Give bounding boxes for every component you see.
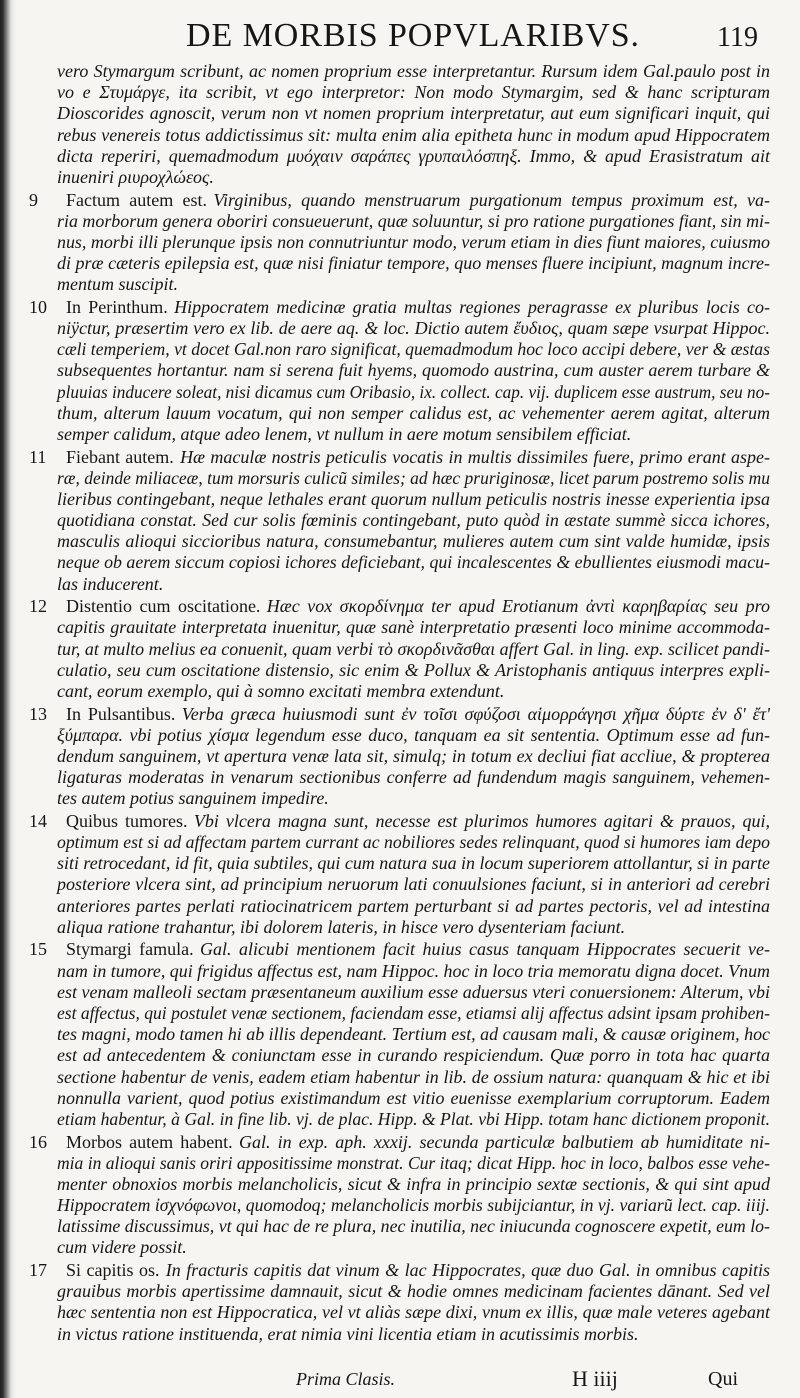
note-text: Virginibus, quando menstruarum purgationum tempus proximum est, va- [213, 189, 770, 210]
note-17 [29, 1260, 770, 1345]
note-11 [29, 446, 770, 595]
text-line: ræ, deinde miliaceæ, tum morsuris culicũ similes; ad hæc pruriginosæ, licet parum postremo solis mu [57, 467, 770, 488]
note-text: Gal. in exp. aph. xxxij. secunda particulæ balbutiem ab humiditate ni- [238, 1131, 770, 1152]
text-line [66, 190, 770, 211]
text-line [66, 1260, 770, 1281]
text-line: semper calidum, atque adeo lenem, vt nullum in aere motum sensibilem efficiat. [57, 423, 632, 444]
note-text: Vbi vlcera magna sunt, necesse est plurimos humores agitari & prauos, qui, [193, 810, 770, 831]
text-line [66, 704, 770, 725]
note-number: 10 [29, 296, 47, 317]
text-line: thum, alterum lauum vocatum, qui non semper calidus est, ac vehementer aerem agitat, alterum [57, 402, 770, 423]
text-line: aliqua ratione trahantur, ibi dolorem lateris, in hisce vero dysenteriam faciunt. [57, 916, 626, 937]
text-line: di præ cæteris epilepsia est, quæ nisi finiatur tempore, quo menses fluere incipiunt, magnum incre- [57, 253, 770, 274]
note-number: 12 [29, 596, 47, 617]
catchword: Qui [708, 1368, 738, 1390]
note-number: 9 [29, 189, 38, 210]
text-line: grauibus morbis apertissime damnauit, sicut & hodie omnes medicinam facientes dānant. Sed vel [57, 1281, 770, 1302]
text-line [66, 447, 770, 468]
text-line [66, 297, 770, 318]
text-line: cum videre possit. [57, 1237, 187, 1258]
text-line: siti retrocedant, id fit, quia subtiles, qui cum natura sua in locum superiorem attollantur, si in parte [57, 853, 770, 874]
text-line: mia in alioqui sanis oriri appositissime monstrat. Cur itaq; dicat Hipp. hoc in loco, balbos esse vehe- [57, 1152, 770, 1173]
text-line: vero Stymargum scribunt, ac nomen proprium esse interpretantur. Rursum idem Gal.paulo post in [57, 61, 770, 81]
note-lead: Quibus tumores. [66, 810, 188, 831]
note-number: 15 [29, 939, 47, 960]
text-line: tes magni, modo tamen hi ab illis dependeant. Tertium est, ad causam mali, & causæ originem, hoc [57, 1024, 770, 1045]
text-line: dicta reperiri, quemadmodum μυόχαιν σαράπες γρυπαιλόσπηξ. Immo, & apud Erasistratum ait [57, 145, 770, 166]
page-number: 119 [717, 22, 758, 53]
text-line: cæli temperiem, vt docet Gal.non raro significat, quemadmodum hoc loco accipi debere, ver & æstas [57, 339, 770, 360]
signature-line: Prima Clasis. [296, 1369, 396, 1389]
note-12 [29, 596, 770, 702]
note-9 [29, 189, 770, 296]
text-line: ria morborum genera oboriri consueuerunt, quæ soluuntur, si pro ratione purgationes fiant, sin mi- [57, 210, 770, 231]
text-line: inueniri ριυροχλώεος. [57, 166, 214, 187]
text-line: ξύμπαρα. vbi potius χίσμα legendum esse duco, tanquam ea sit sententia. Optimum esse ad fun- [57, 724, 770, 745]
text-line: masculis alioqui siccioribus natura, consumebantur, mulieres autem cum sint valde humidæ, ipsis [57, 531, 770, 552]
note-lead: In Pulsantibus. [66, 703, 176, 724]
text-line: optimum est si ad affectam partem currant ac nobiliores sedes relinquant, quod si humores iam depo [57, 832, 770, 853]
note-number: 11 [29, 446, 47, 467]
text-line: ligaturas moderatas in venarum sectionibus conferre ad fundendum magis sanguinem, vehemen- [57, 767, 770, 788]
text-line: tes autem potius sanguinem impedire. [57, 788, 329, 809]
text-line: nonnulla varient, quod potius existimandum est vitio euenisse exemplarium corruptorum. Eadem [57, 1087, 770, 1108]
text-line: pluuias inducere soleat, nisi dicamus cum Oribasio, ix. collect. cap. vij. duplicem esse austrum, seu no- [57, 381, 770, 402]
note-text: In fracturis capitis dat vinum & lac Hippocrates, quæ duo Gal. in omnibus capitis [165, 1260, 770, 1281]
note-10 [29, 296, 770, 445]
note-continuation [57, 61, 770, 188]
text-line: vo e Στυμάργε, ita scribit, vt ego interpretor: Non modo Stymargim, sed & hanc scripturam [57, 82, 770, 103]
text-line: tur, at multo melius ea conuenit, quam verbi τὸ σκορδινᾶσθαι affert Gal. in ling. exp. scilicet pandi- [57, 638, 770, 659]
text-line: mentum suscipit. [57, 274, 178, 295]
text-line: neque ob aerem siccum copiosi ichores deficiebant, qui incalescentes & ebullientes eiusmodi macu- [57, 552, 770, 573]
note-15 [29, 939, 770, 1130]
scan-edge-shadow [0, 0, 16, 1398]
commentary-body [29, 61, 770, 1345]
note-text: Gal. alicubi mentionem facit huius casus tanquam Hippocrates secuerit ve- [199, 939, 770, 960]
text-line: las inducerent. [57, 573, 164, 594]
text-line: culatio, seu cum oscitatione distensio, sic enim & Pollux & Aristophanis antiquus interpres expli- [57, 659, 770, 680]
text-line: est ad antecedentem & coniunctam esse in curando respiciendum. Quæ porro in tota hac quarta [57, 1045, 770, 1066]
note-text: Hippocratem medicinæ gratia multas regiones peragrasse ex pluribus locis co- [174, 296, 770, 317]
note-text: Hæ maculæ nostris peticulis vocatis in multis dissimiles fuere, primo erant aspe- [180, 446, 770, 467]
text-line: cant, eorum exemplo, qui à somno excitati membra extendunt. [57, 681, 505, 701]
text-line: etiam habentur, à Gal. in fine lib. vj. de plac. Hipp. & Plat. vbi Hipp. totam hanc dictionem proponit. [57, 1108, 770, 1129]
text-line: nam in tumore, qui frigidus affectus est, nam Hippoc. hoc in loco tria memoratu digna docet. Vnum [57, 960, 770, 981]
text-line: dendum sanguinem, vt apertura venæ lata sit, simulq; in totum ex decliui fiat accliue, & propterea [57, 745, 770, 766]
note-lead: Distentio cum oscitatione. [66, 596, 261, 617]
text-line: posteriore vlcera sint, ad principium neruorum lati conuulsiones faciunt, si in anteriori ad cerebri [57, 874, 770, 895]
note-lead: Stymargi famula. [66, 939, 194, 960]
text-line: rebus venereis totus addictissimus sit: multa enim alia epitheta hunc in modum apud Hippocratem [57, 124, 770, 145]
note-number: 14 [29, 810, 47, 831]
note-13 [29, 703, 770, 810]
text-line: in victus ratione instituenda, erat nimia vini licentia etiam in acutissimis morbis. [57, 1323, 639, 1344]
text-line: lieribus contingebant, neque lethales erant quorum nullum peticulis nostris inesse experientia ipsa [57, 488, 770, 509]
note-number: 17 [29, 1260, 47, 1281]
note-lead: Si capitis os. [66, 1260, 160, 1281]
running-title: DE MORBIS POPVLARIBVS. [186, 17, 640, 54]
note-lead: Morbos autem habent. [66, 1131, 233, 1152]
note-lead: In Perinthum. [66, 296, 168, 317]
note-number: 13 [29, 703, 47, 724]
signature-mark: H iiij [572, 1366, 618, 1391]
text-line: niÿctur, præsertim vero ex lib. de aere aq. & loc. Dictio autem ἔυδιος, quam sæpe vsurpat Hippoc. [57, 318, 770, 339]
text-line: Dioscorides agnoscit, verum non vt nomen proprium interpretatur, aut eum significari inquit, qui [57, 103, 770, 124]
text-line: menter obnoxios morbis melancholicis, sicut & infra in principio sextæ sectionis, & qui sint apud [57, 1173, 770, 1194]
text-line: sectione habentur de venis, eadem etiam habentur in lib. de ossium natura: quanquam & hic et ibi [57, 1066, 770, 1087]
text-line [66, 811, 770, 832]
text-line: est venam malleoli sectam præsentaneum auxilium esse aduersus vteri conuersionem: Alterum, vbi [57, 981, 770, 1002]
text-line: latissime discussimus, vt qui hac de re plura, nec inutilia, nec iniucunda cognoscere expetit, eum lo- [57, 1216, 770, 1237]
text-line: subsequentes hortantur. nam si serena fuit hyems, quomodo austrina, cum auster aerem turbare & [57, 360, 770, 381]
text-line: est affectus, qui postulet venæ sectionem, faciendam esse, etiamsi alij affectus adsint ipsam prohiben- [57, 1002, 770, 1023]
text-line: anteriores partes perlati ratiocinatricem partem perturbant si ad partes pectoris, vel ad intestina [57, 895, 770, 916]
text-line: Hippocratem ἰσχνόφωνοι, quomodoq; melancholicis morbis subijciantur, in vj. variarũ lect. cap. iiij. [57, 1195, 770, 1216]
text-line: capitis grauitate interpretata inuenitur, quæ sanè interpretatio præsenti loco minime accommoda- [57, 617, 770, 638]
text-line [66, 1132, 770, 1153]
note-14 [29, 810, 770, 938]
note-text: Verba græca huiusmodi sunt ἐν τοῖσι σφύζοσι αἱμορράγησι χῆμα δύρτε ἐν δ' ἔτ' [181, 703, 770, 724]
note-lead: Fiebant autem. [66, 446, 174, 467]
note-lead: Factum autem est. [66, 189, 208, 210]
text-line [66, 596, 770, 617]
note-16 [29, 1131, 770, 1259]
note-number: 16 [29, 1131, 47, 1152]
text-line: quotidiana constat. Sed cur solis fœminis contingebant, puto quòd in æstate summè sicca ichores, [57, 510, 770, 531]
text-line [66, 939, 770, 960]
text-line: hæc sententia non est Hippocratica, vel vt aliàs sæpe dixi, vnum ex illis, quæ male veteres agebant [57, 1302, 770, 1323]
text-line: nus, morbi illi plerunque ipsis non connutriuntur modo, verum etiam in dies fiunt maiores, cuiusmo [57, 231, 770, 252]
note-text: Hæc vox σκορδίνημα ter apud Erotianum ἀντὶ καρηβαρίας seu pro [266, 596, 770, 617]
